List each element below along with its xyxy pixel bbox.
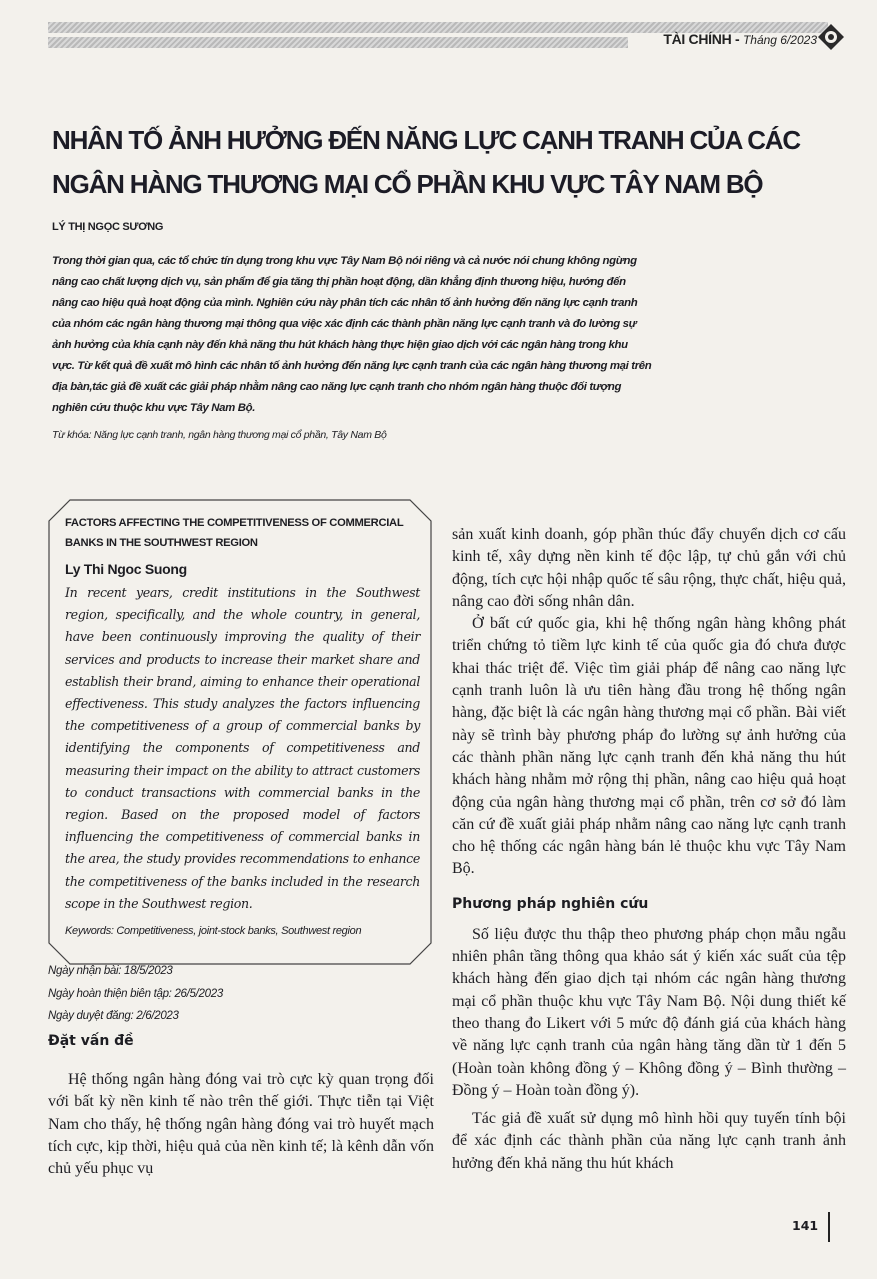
page-number: 141 [792, 1218, 819, 1233]
title-line: NHÂN TỐ ẢNH HƯỞNG ĐẾN NĂNG LỰC CẠNH TRANH CỦA CÁC [52, 125, 800, 155]
intro-paragraph-continued: sản xuất kinh doanh, góp phần thúc đẩy chuyển dịch cơ cấu kinh tế, xây dựng nền kinh tế độc lập, tự chủ gắn với chủ động, tích cực hội nhập quốc tế sâu rộng, thực chất, hiệu quả, nâng cao đời sống nhân dân. [452, 526, 846, 610]
header-stripe [48, 37, 628, 48]
title-line: NGÂN HÀNG THƯƠNG MẠI CỔ PHẦN KHU VỰC TÂY NAM BỘ [52, 169, 763, 199]
abstract-vietnamese: Trong thời gian qua, các tổ chức tín dụng trong khu vực Tây Nam Bộ nói riêng và cả nước nói chung không ngừng nâng cao chất lượng dịch vụ, sản phẩm để gia tăng thị phần hoạt động, dần khẳng định thương hiệu, hướng đến nâng cao hiệu quả hoạt động của mình. Nghiên cứu này phân tích các nhân tố ảnh hưởng đến năng lực cạnh tranh của nhóm các ngân hàng thương mại thông qua việc xác định các thành phần năng lực cạnh tranh và đo lường sự ảnh hưởng của khía cạnh này đến khả năng thu hút khách hàng thực hiện giao dịch với các ngân hàng trong khu vực. Từ kết quả đề xuất mô hình các nhân tố ảnh hưởng đến năng lực cạnh tranh của các ngân hàng thương mại trên địa bàn,tác giả đề xuất các giải pháp nhằm nâng cao năng lực cạnh tranh cho nhóm ngân hàng thuộc đối tượng nghiên cứu thuộc khu vực Tây Nam Bộ. [52, 255, 652, 414]
running-header [663, 31, 817, 47]
article-title [52, 118, 842, 206]
author-name: LÝ THỊ NGỌC SƯƠNG [52, 221, 164, 233]
method-paragraph-2: Tác giả đề xuất sử dụng mô hình hồi quy tuyến tính bội để xác định các thành phần của năng lực cạnh tranh ảnh hưởng đến khả năng thu hút khách [452, 1110, 846, 1172]
english-keywords: Keywords: Competitiveness, joint-stock banks, Southwest region [65, 925, 362, 938]
english-title: FACTORS AFFECTING THE COMPETITIVENESS OF COMMERCIAL BANKS IN THE SOUTHWEST REGION [65, 517, 404, 549]
intro-paragraph: Hệ thống ngân hàng đóng vai trò cực kỳ quan trọng đối với bất kỳ nền kinh tế nào trên thế giới. Thực tiễn tại Việt Nam cho thấy, hệ thống ngân hàng đóng vai trò huyết mạch tích cực, kịp thời, hiệu quả của nền kinh tế; là kênh dẫn vốn chủ yếu phục vụ [48, 1071, 434, 1178]
date-received: Ngày nhận bài: 18/5/2023 [48, 965, 173, 977]
article-dates [48, 960, 223, 1028]
page-number-bar [828, 1212, 830, 1242]
english-author: Ly Thi Ngoc Suong [65, 561, 187, 577]
method-paragraph-1: Số liệu được thu thập theo phương pháp chọn mẫu ngẫu nhiên phân tầng thông qua khảo sát ý kiến xác suất của tệp khách hàng đến giao dịch tại nhóm các ngân hàng thương mại cổ phần thuộc khu vực Tây Nam Bộ. Nội dung thiết kế theo thang đo Likert với 5 mức độ đánh giá của khách hàng về năng lực cạnh tranh của ngân hàng tăng dần từ 1 đến 5 (Hoàn toàn không đồng ý – Không đồng ý – Bình thường – Đồng ý – Hoàn toàn đồng ý). [452, 925, 846, 1099]
right-column [452, 524, 846, 1175]
date-accepted: Ngày duyệt đăng: 2/6/2023 [48, 1010, 179, 1022]
section-heading-intro: Đặt vấn đề [48, 1033, 134, 1049]
date-revised: Ngày hoàn thiện biên tập: 26/5/2023 [48, 987, 223, 1000]
journal-name: TÀI CHÍNH [663, 31, 732, 47]
issue-date: Tháng 6/2023 [742, 33, 817, 47]
keywords-vietnamese: Từ khóa: Năng lực cạnh tranh, ngân hàng thương mại cổ phần, Tây Nam Bộ [52, 429, 387, 441]
header-separator: - [731, 31, 743, 47]
intro-paragraph-2: Ở bất cứ quốc gia, khi hệ thống ngân hàng không phát triển chứng tỏ tiềm lực kinh tế của quốc gia đó chưa được khai thác triệt để. Việc tìm giải pháp để nâng cao năng lực cạnh tranh luôn là ưu tiên hàng đầu trong hệ thống ngân hàng, đặc biệt là các ngân hàng thương mại cổ phần. Bài viết này sẽ trình bày phương pháp đo lường sự ảnh hưởng của các thành phần năng lực cạnh tranh đến khả năng thu hút khách hàng nhằm mở rộng thị phần, nâng cao hiệu quả hoạt động của ngân hàng thương mại cổ phần, trên cơ sở đó làm căn cứ đề xuất giải pháp nhằm nâng cao năng lực cạnh tranh cho hệ thống các ngân hàng bán lẻ thuộc khu vực Tây Nam Bộ. [452, 615, 846, 878]
compass-diamond-icon [818, 24, 844, 50]
english-abstract-box [48, 499, 432, 965]
section-heading-method: Phương pháp nghiên cứu [452, 895, 649, 912]
english-abstract: In recent years, credit institutions in the Southwest region, specifically, and the whole country, in general, have been continuously improving the quality of their services and products to increase their market share and establish their brand, aiming to enhance their operational effectiveness. This study analyzes the factors influencing the competitiveness of a group of commercial banks by identifying the components of competitiveness and measuring their impact on the ability to attract customers to conduct transactions with commercial banks in the region. Based on the proposed model of factors influencing the competitiveness of commercial banks in the area, the study provides recommendations to enhance the competitiveness of the banks included in the research scope in the Southwest region. [65, 585, 420, 911]
